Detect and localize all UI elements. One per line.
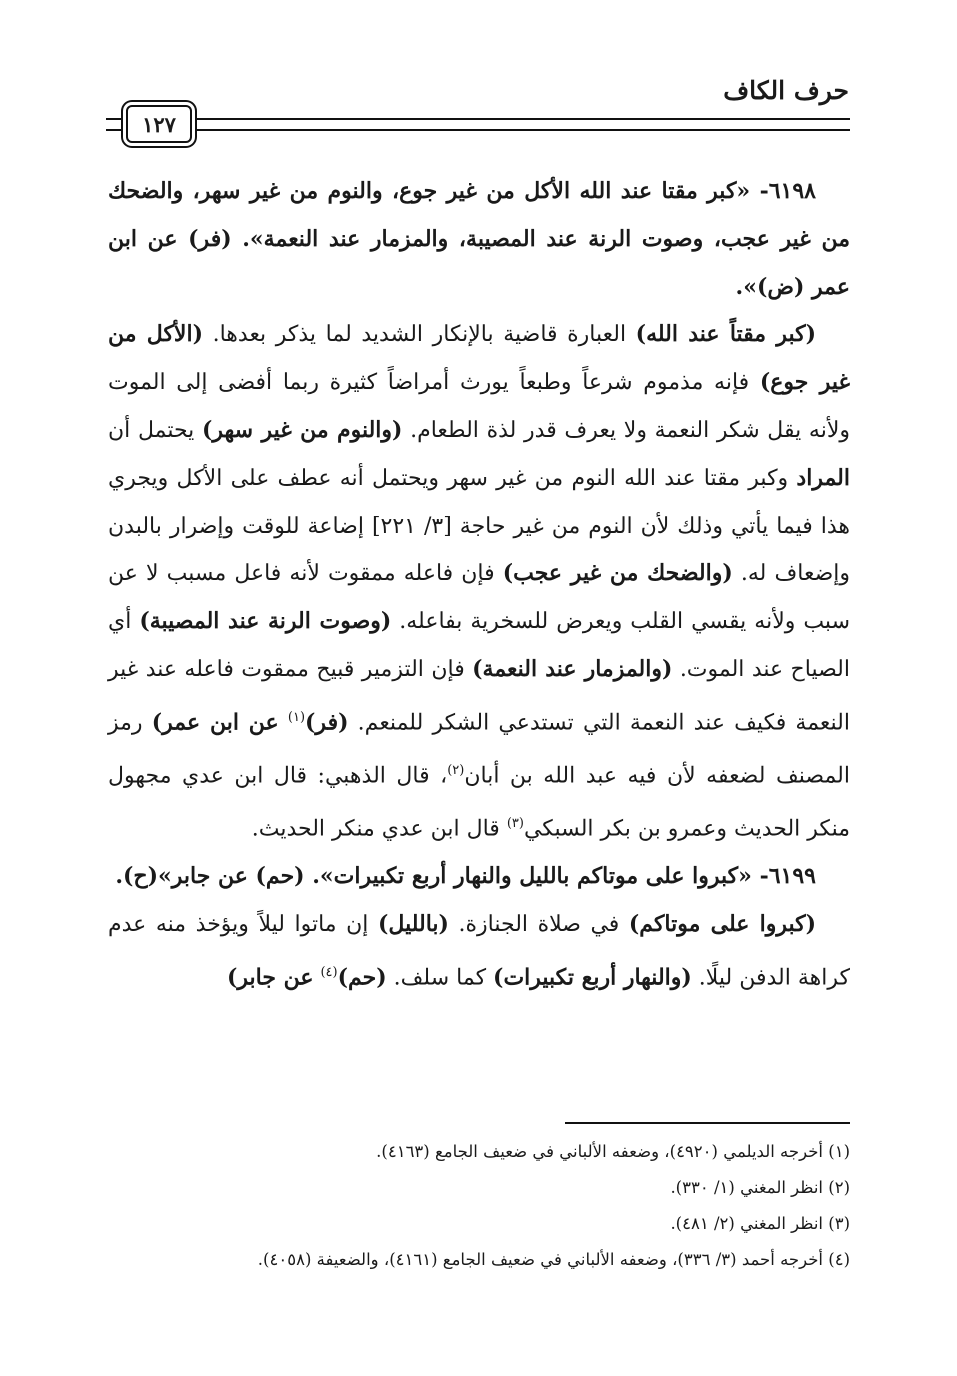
footnote-ref[interactable]: (٢) <box>447 762 465 778</box>
hadith-text: «كبر مقتا عند الله الأكل من غير جوع، والنوم من غير سهر، والضحك من غير عجب، وصوت الرنة عند المصيبة، والمزمار عند النعمة». (فر) عن ابن عمر (ض)». <box>108 178 850 300</box>
text-run: أي الصياح عند الموت. <box>108 609 850 682</box>
bold-phrase: (كبر مقتاً عند الله) <box>635 321 816 348</box>
footnotes <box>108 1134 850 1278</box>
main-text <box>108 168 850 1002</box>
text-run: العبارة قاضية بالإنكار الشديد لما يذكر بعدها. <box>203 322 636 348</box>
bold-phrase: (فر) <box>305 709 349 736</box>
text-run: رمز المصنف لضعفه لأن فيه عبد الله بن أبان <box>108 710 850 789</box>
footnote-4: (٤) أخرجه أحمد (٣/ ٣٣٦)، وضعفه الألباني في ضعيف الجامع (٤١٦١)، والضعيفة (٤٠٥٨). <box>257 1250 850 1269</box>
footnote-1: (١) أخرجه الديلمي (٤٩٢٠)، وضعفه الألباني في ضعيف الجامع (٤١٦٣). <box>376 1142 850 1161</box>
header-rule-left <box>106 118 120 131</box>
text-run: وكبر مقتا عند الله النوم من غير سهر ويحتمل أنه عطف على الأكل ويجري هذا فيما يأتي وذلك لأن النوم من غير حاجة [٣/ ٢٢١] إضاعة للوقت وإضرار بالبدن وإضعاف له. <box>108 465 851 587</box>
text-run: ، قال الذهبي: قال ابن عدي مجهول منكر الحديث وعمرو بن بكر السبكي <box>108 763 850 842</box>
bold-phrase: (بالليل) <box>378 910 449 937</box>
bold-phrase: (والنهار أربع تكبيرات) <box>493 964 692 991</box>
footnote-ref[interactable]: (٤) <box>320 964 338 980</box>
footnote-separator <box>565 1122 850 1124</box>
bold-phrase: عن جابر) <box>226 964 314 991</box>
text-run: قال ابن عدي منكر الحديث. <box>251 816 507 842</box>
text-run: في صلاة الجنازة. <box>448 911 629 937</box>
footnote-2: (٢) انظر المغني (١/ ٣٣٠). <box>670 1178 850 1197</box>
hadith-number: ٦١٩٩- <box>759 863 816 890</box>
bold-phrase: عن ابن عمر) <box>151 709 279 736</box>
text-run: كما سلف. <box>386 965 494 991</box>
bold-phrase: (كبروا على موتاكم) <box>628 910 816 937</box>
text-run: فإن التزمير قبيح ممقوت فاعله عند غير النعمة فكيف عند النعمة التي تستدعي الشكر للمنعم. <box>108 656 851 736</box>
hadith-number: ٦١٩٨- <box>759 178 816 204</box>
text-run: فإن فاعله ممقوت لأنه فاعل مسبب لا عن سبب ولأنه يقسي القلب ويعرض للسخرية بفاعله. <box>108 561 851 635</box>
bold-phrase: (والضحك من غير عجب) <box>502 560 733 587</box>
commentary-6199 <box>108 901 850 1002</box>
hadith-6199 <box>108 853 850 901</box>
hadith-text: «كبروا على موتاكم بالليل والنهار أربع تكبيرات». (حم) عن جابر»(ح). <box>115 863 752 890</box>
page-number: ١٢٧ <box>126 105 192 143</box>
commentary-6198 <box>108 311 850 853</box>
bold-phrase: (والنوم من غير سهر) <box>201 416 403 443</box>
bold-phrase: (حم) <box>337 964 387 991</box>
text-run: فإنه مذموم شرعاً وطبعاً يورث أمراضاً كثيرة ربما أفضى إلى الموت ولأنه يقل شكر النعمة ولا يعرف قدر لذة الطعام. <box>108 370 850 443</box>
bold-phrase: المراد <box>796 464 850 491</box>
bold-phrase: (وصوت الرنة عند المصيبة) <box>139 608 392 635</box>
text-run <box>279 710 288 735</box>
footnote-3: (٣) انظر المغني (٢/ ٤٨١). <box>670 1214 850 1233</box>
text-run: يحتمل أن <box>108 417 202 443</box>
footnote-ref[interactable]: (١) <box>287 709 306 725</box>
footnote-ref[interactable]: (٣) <box>506 816 524 832</box>
header-rule <box>120 118 850 131</box>
chapter-title: حرف الكاف <box>723 76 849 105</box>
bold-phrase: (والمزمار عند النعمة) <box>472 655 673 682</box>
hadith-6198 <box>108 168 850 311</box>
bold-phrase: (الأكل من غير جوع) <box>108 321 850 396</box>
text-run: إن ماتوا ليلاً ويؤخذ منه عدم كراهة الدفن ليلًا. <box>108 911 850 991</box>
